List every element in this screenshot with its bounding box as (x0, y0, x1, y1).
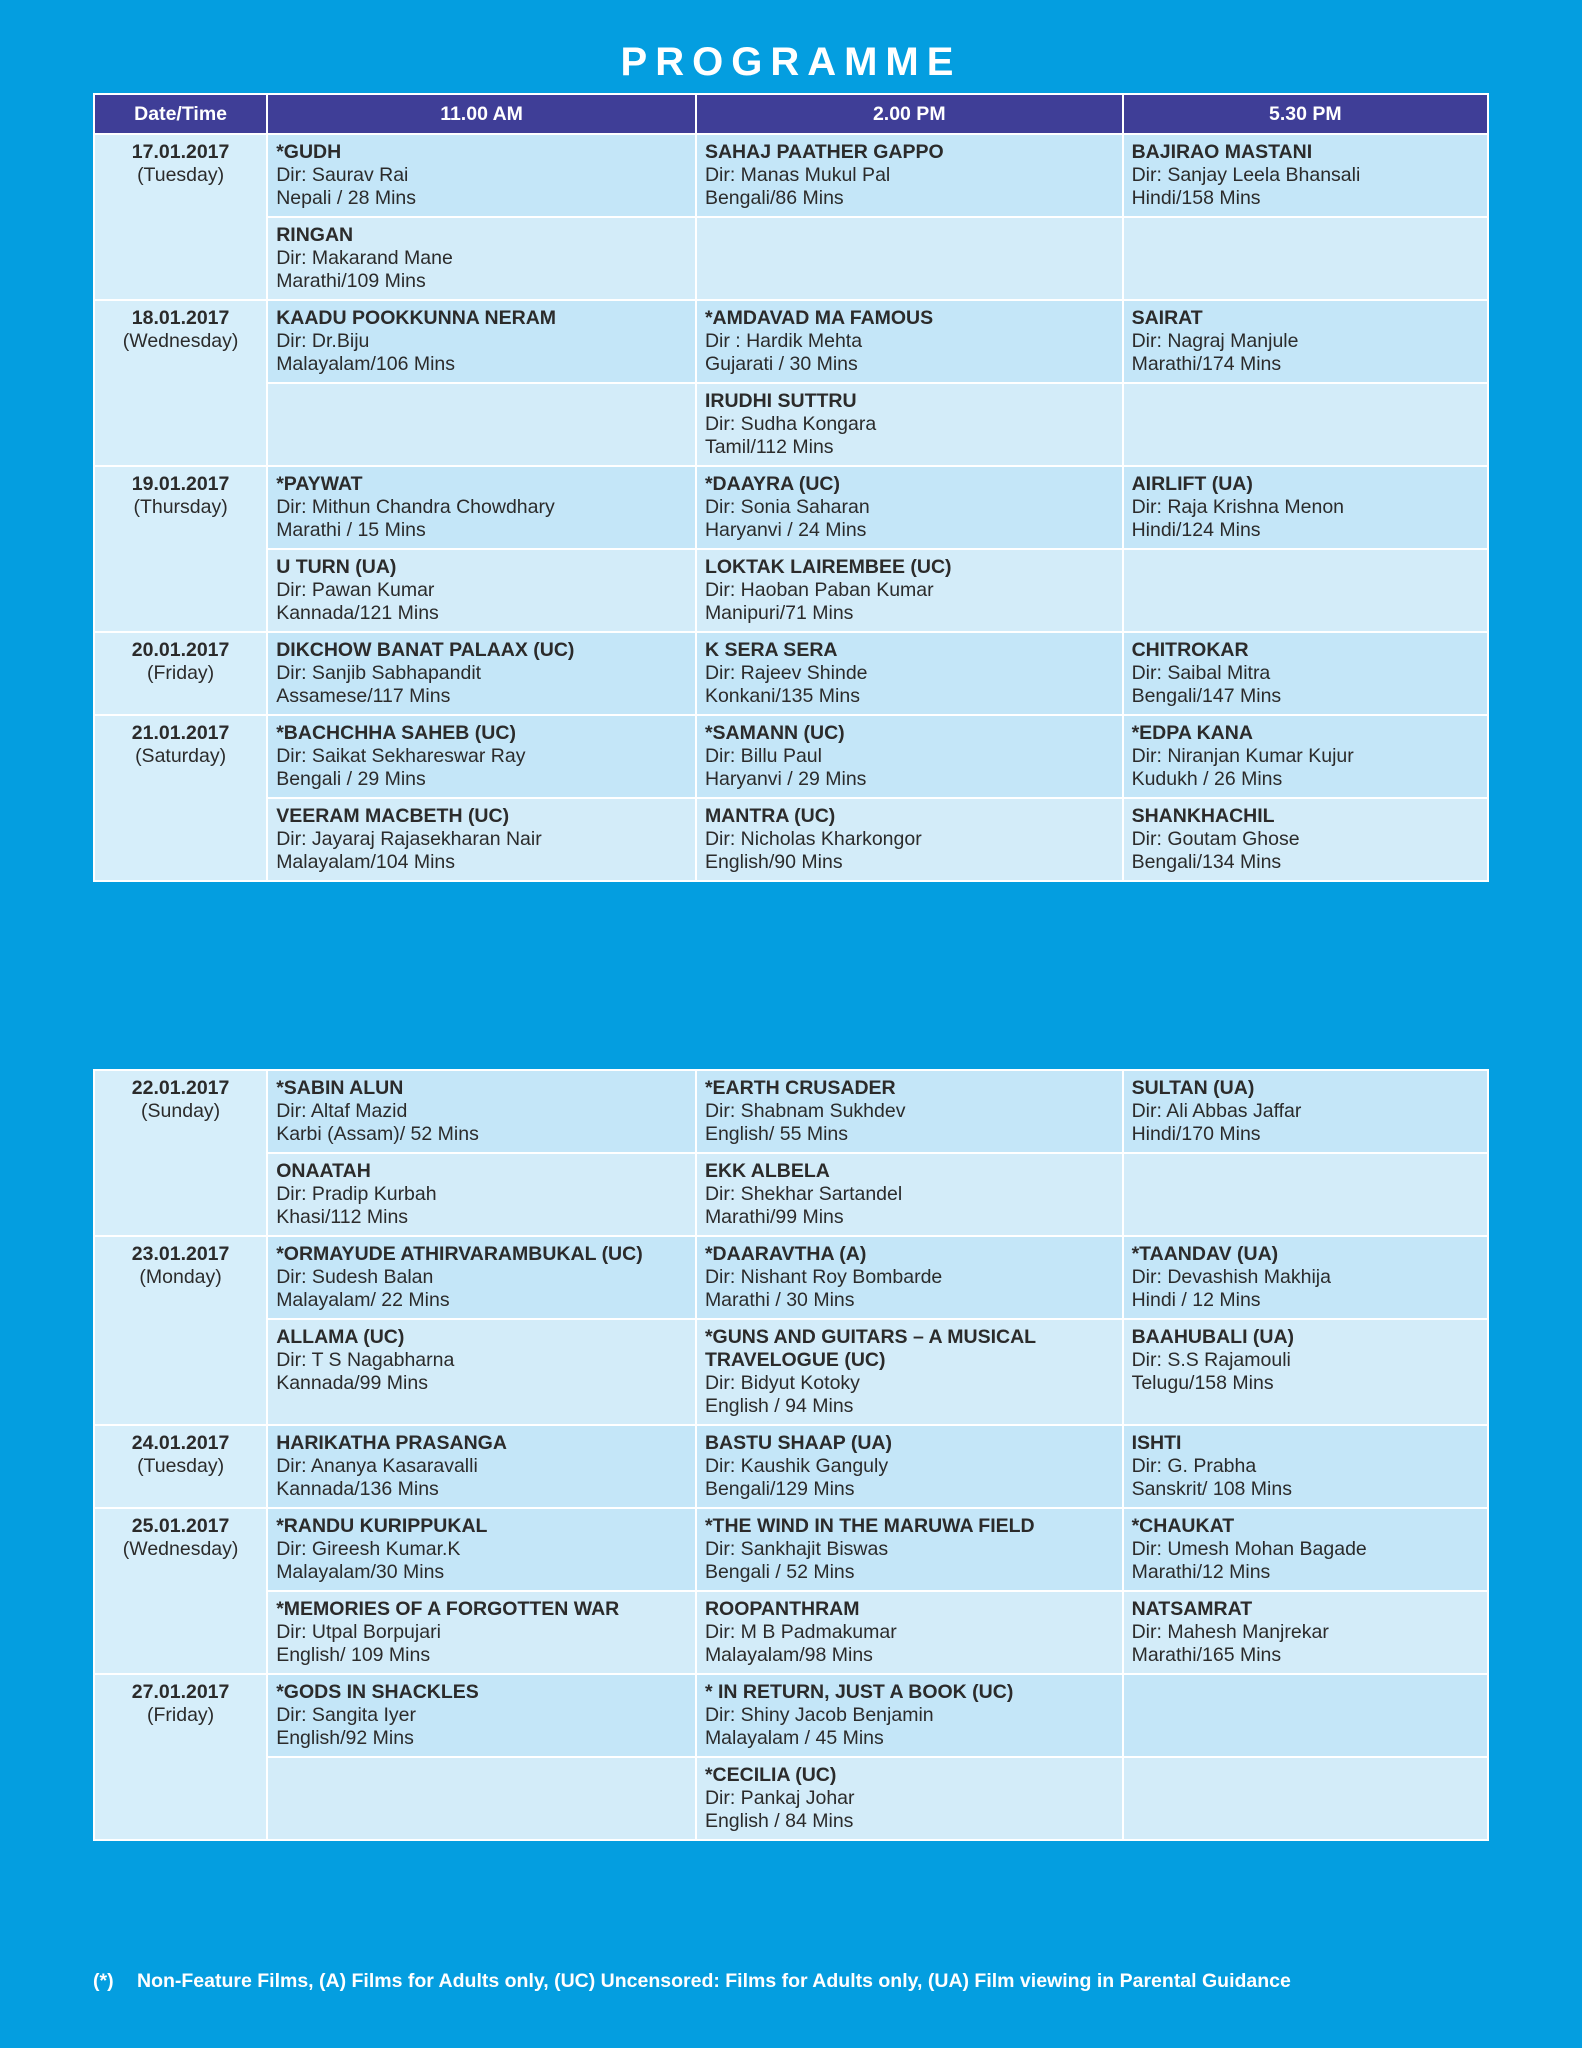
film-language-duration: Manipuri/71 Mins (704, 602, 854, 624)
header-slot-1730: 5.30 PM (1123, 94, 1488, 134)
date-text: 27.01.2017 (131, 1681, 230, 1703)
film-director: Dir: Niranjan Kumar Kujur (1131, 745, 1354, 767)
film-director: Dir: Shiny Jacob Benjamin (704, 1704, 934, 1726)
film-language-duration: Bengali/147 Mins (1131, 685, 1282, 707)
film-director: Dir: Kaushik Ganguly (704, 1455, 889, 1477)
date-text: 24.01.2017 (131, 1432, 230, 1454)
schedule-row (94, 1591, 1488, 1674)
film-director: Dir: Umesh Mohan Bagade (1131, 1538, 1367, 1560)
film-cell (267, 1153, 696, 1236)
film-director: Dir: Nicholas Kharkongor (704, 828, 922, 850)
film-cell (1123, 217, 1488, 300)
footnote-text: Non-Feature Films, (A) Films for Adults only, (UC) Uncensored: Films for Adults only, (UA) Film viewing in Parental Guidance (137, 1970, 1291, 1992)
film-language-duration: Malayalam/ 22 Mins (276, 1289, 450, 1311)
film-cell (696, 798, 1123, 881)
film-director: Dir: Jayaraj Rajasekharan Nair (276, 828, 542, 850)
film-language-duration: Kannada/136 Mins (276, 1478, 439, 1500)
film-director: Dir: Sudha Kongara (704, 413, 877, 435)
film-cell (1123, 632, 1488, 715)
film-cell (1123, 1674, 1488, 1757)
film-language-duration: English/92 Mins (276, 1727, 414, 1749)
film-cell (1123, 300, 1488, 383)
film-director: Dir: Sankhajit Biswas (704, 1538, 889, 1560)
film-cell (267, 1319, 696, 1425)
film-title: *TAANDAV (UA) (1131, 1243, 1279, 1265)
schedule-row (94, 715, 1488, 798)
film-cell (267, 466, 696, 549)
film-director: Dir: Haoban Paban Kumar (704, 579, 934, 601)
film-language-duration: Hindi/124 Mins (1131, 519, 1261, 541)
film-director: Dir: Ali Abbas Jaffar (1131, 1100, 1302, 1122)
film-language-duration: English/ 109 Mins (276, 1644, 431, 1666)
film-title: *DAAYRA (UC) (704, 473, 840, 495)
film-cell (1123, 1319, 1488, 1425)
header-slot-1100: 11.00 AM (267, 94, 696, 134)
schedule-row (94, 383, 1488, 466)
film-language-duration: Malayalam/104 Mins (276, 851, 456, 873)
film-cell (267, 1425, 696, 1508)
film-title: SHANKHACHIL (1131, 805, 1275, 827)
film-title: *BACHCHHA SAHEB (UC) (276, 722, 516, 744)
film-title: *RANDU KURIPPUKAL (276, 1515, 488, 1537)
header-slot-1400: 2.00 PM (696, 94, 1123, 134)
film-cell (1123, 1236, 1488, 1319)
film-cell (696, 1757, 1123, 1840)
film-title: LOKTAK LAIREMBEE (UC) (704, 556, 952, 578)
film-title: HARIKATHA PRASANGA (276, 1432, 507, 1454)
film-director: Dir: S.S Rajamouli (1131, 1349, 1291, 1371)
schedule-table-1 (93, 93, 1489, 882)
date-text: 17.01.2017 (131, 141, 230, 163)
date-text: 18.01.2017 (131, 307, 230, 329)
film-title: SULTAN (UA) (1131, 1077, 1255, 1099)
film-title: ONAATAH (276, 1160, 371, 1182)
weekday-text: (Thursday) (133, 496, 228, 518)
film-title: DIKCHOW BANAT PALAAX (UC) (276, 639, 575, 661)
film-cell (267, 798, 696, 881)
film-language-duration: Hindi/158 Mins (1131, 187, 1261, 209)
film-director: Dir: Goutam Ghose (1131, 828, 1300, 850)
film-title: *AMDAVAD MA FAMOUS (704, 307, 934, 329)
film-cell (1123, 798, 1488, 881)
footnote-mark: (*) (93, 1970, 114, 1992)
film-language-duration: Hindi / 12 Mins (1131, 1289, 1261, 1311)
film-director: Dir: Mithun Chandra Chowdhary (276, 496, 555, 518)
film-language-duration: Haryanvi / 24 Mins (704, 519, 867, 541)
film-cell (696, 1674, 1123, 1757)
film-director: Dir: Billu Paul (704, 745, 822, 767)
film-director: Dir: Nagraj Manjule (1131, 330, 1299, 352)
weekday-text: (Friday) (147, 1704, 215, 1726)
film-cell (267, 1070, 696, 1153)
date-cell (94, 466, 267, 632)
film-title: *EDPA KANA (1131, 722, 1253, 744)
film-language-duration: Marathi / 15 Mins (276, 519, 426, 541)
film-title: AIRLIFT (UA) (1131, 473, 1253, 495)
date-text: 25.01.2017 (131, 1515, 230, 1537)
film-cell (1123, 1425, 1488, 1508)
film-title: *SABIN ALUN (276, 1077, 404, 1099)
film-title: *SAMANN (UC) (704, 722, 845, 744)
film-language-duration: Bengali/134 Mins (1131, 851, 1282, 873)
film-language-duration: English / 84 Mins (704, 1810, 854, 1832)
film-language-duration: Assamese/117 Mins (276, 685, 451, 707)
film-language-duration: Marathi/109 Mins (276, 270, 426, 292)
film-cell (696, 632, 1123, 715)
film-cell (1123, 715, 1488, 798)
film-language-duration: English/ 55 Mins (704, 1123, 849, 1145)
film-title: ROOPANTHRAM (704, 1598, 860, 1620)
film-cell (1123, 1070, 1488, 1153)
footnote (93, 1970, 1291, 1993)
film-language-duration: Kannada/99 Mins (276, 1372, 428, 1394)
date-cell (94, 1070, 267, 1236)
film-cell (696, 1508, 1123, 1591)
schedule-row (94, 632, 1488, 715)
film-director: Dir: Raja Krishna Menon (1131, 496, 1345, 518)
date-cell (94, 715, 267, 881)
film-title: *EARTH CRUSADER (704, 1077, 896, 1099)
film-director: Dir: Sonia Saharan (704, 496, 870, 518)
film-title: SAHAJ PAATHER GAPPO (704, 141, 944, 163)
film-language-duration: Malayalam / 45 Mins (704, 1727, 884, 1749)
film-director: Dir: Devashish Makhija (1131, 1266, 1331, 1288)
film-director: Dir: Rajeev Shinde (704, 662, 868, 684)
schedule-row (94, 1153, 1488, 1236)
date-cell (94, 1236, 267, 1425)
schedule-row (94, 1674, 1488, 1757)
film-language-duration: Kannada/121 Mins (276, 602, 439, 624)
film-cell (696, 1591, 1123, 1674)
film-title: MANTRA (UC) (704, 805, 836, 827)
film-cell (267, 549, 696, 632)
film-director: Dir: Bidyut Kotoky (704, 1372, 860, 1394)
film-cell (696, 715, 1123, 798)
film-director: Dir: Saurav Rai (276, 164, 409, 186)
weekday-text: (Wednesday) (122, 1538, 239, 1560)
film-title: KAADU POOKKUNNA NERAM (276, 307, 557, 329)
film-director: Dir: Saibal Mitra (1131, 662, 1271, 684)
date-text: 21.01.2017 (131, 722, 230, 744)
film-language-duration: Marathi/174 Mins (1131, 353, 1282, 375)
weekday-text: (Monday) (139, 1266, 222, 1288)
schedule-row (94, 1425, 1488, 1508)
film-cell (1123, 383, 1488, 466)
film-language-duration: Bengali / 52 Mins (704, 1561, 855, 1583)
film-cell (696, 1425, 1123, 1508)
date-cell (94, 300, 267, 466)
date-text: 22.01.2017 (131, 1077, 230, 1099)
film-language-duration: Marathi / 30 Mins (704, 1289, 855, 1311)
film-cell (267, 715, 696, 798)
film-cell (267, 1674, 696, 1757)
film-director: Dir: Sanjay Leela Bhansali (1131, 164, 1361, 186)
film-cell (1123, 1757, 1488, 1840)
weekday-text: (Saturday) (135, 745, 227, 767)
header-row (94, 94, 1488, 134)
film-cell (696, 383, 1123, 466)
film-director: Dir: Pankaj Johar (704, 1787, 855, 1809)
film-title: *DAARAVTHA (A) (704, 1243, 867, 1265)
film-director: Dir: Manas Mukul Pal (704, 164, 891, 186)
film-title: U TURN (UA) (276, 556, 397, 578)
film-language-duration: Gujarati / 30 Mins (704, 353, 858, 375)
film-director: Dir: Makarand Mane (276, 247, 453, 269)
film-title: BASTU SHAAP (UA) (704, 1432, 892, 1454)
film-title: IRUDHI SUTTRU (704, 390, 857, 412)
film-language-duration: Khasi/112 Mins (276, 1206, 409, 1228)
schedule-body-1 (94, 134, 1488, 881)
schedule-row (94, 1070, 1488, 1153)
schedule-row (94, 300, 1488, 383)
film-director: Dir: Sangita Iyer (276, 1704, 416, 1726)
date-cell (94, 1674, 267, 1840)
film-title: VEERAM MACBETH (UC) (276, 805, 510, 827)
film-cell (267, 1591, 696, 1674)
schedule-row (94, 798, 1488, 881)
film-title: BAAHUBALI (UA) (1131, 1326, 1295, 1348)
film-director: Dir: M B Padmakumar (704, 1621, 897, 1643)
schedule-row (94, 466, 1488, 549)
film-director: Dir: Shabnam Sukhdev (704, 1100, 906, 1122)
film-language-duration: Bengali / 29 Mins (276, 768, 426, 790)
film-title: RINGAN (276, 224, 354, 246)
schedule-row (94, 217, 1488, 300)
film-language-duration: Malayalam/106 Mins (276, 353, 456, 375)
film-title: EKK ALBELA (704, 1160, 830, 1182)
film-language-duration: Bengali/129 Mins (704, 1478, 855, 1500)
date-cell (94, 134, 267, 300)
film-language-duration: Tamil/112 Mins (704, 436, 834, 458)
film-director: Dir: Sudesh Balan (276, 1266, 434, 1288)
film-director: Dir: Saikat Sekhareswar Ray (276, 745, 526, 767)
film-language-duration: English / 94 Mins (704, 1395, 854, 1417)
film-language-duration: Karbi (Assam)/ 52 Mins (276, 1123, 479, 1145)
film-cell (696, 1153, 1123, 1236)
film-director: Dir: Nishant Roy Bombarde (704, 1266, 943, 1288)
film-cell (1123, 1591, 1488, 1674)
film-cell (696, 1236, 1123, 1319)
film-title: *GODS IN SHACKLES (276, 1681, 479, 1703)
film-cell (696, 1070, 1123, 1153)
film-cell (267, 134, 696, 217)
film-language-duration: Hindi/170 Mins (1131, 1123, 1261, 1145)
film-cell (267, 300, 696, 383)
weekday-text: (Wednesday) (122, 330, 239, 352)
date-cell (94, 1425, 267, 1508)
film-title: ISHTI (1131, 1432, 1182, 1454)
film-director: Dir: Pradip Kurbah (276, 1183, 437, 1205)
film-language-duration: Marathi/99 Mins (704, 1206, 844, 1228)
film-title: *ORMAYUDE ATHIRVARAMBUKAL (UC) (276, 1243, 643, 1265)
film-director: Dir: G. Prabha (1131, 1455, 1257, 1477)
film-cell (696, 1319, 1123, 1425)
film-cell (1123, 1153, 1488, 1236)
date-text: 19.01.2017 (131, 473, 230, 495)
date-text: 20.01.2017 (131, 639, 230, 661)
film-title: *GUDH (276, 141, 342, 163)
page-title: PROGRAMME (620, 40, 962, 84)
film-language-duration: Malayalam/30 Mins (276, 1561, 445, 1583)
film-title: *THE WIND IN THE MARUWA FIELD (704, 1515, 1035, 1537)
weekday-text: (Sunday) (141, 1100, 221, 1122)
film-title: ALLAMA (UC) (276, 1326, 405, 1348)
film-language-duration: Konkani/135 Mins (704, 685, 860, 707)
film-director: Dir: T S Nagabharna (276, 1349, 455, 1371)
date-text: 23.01.2017 (131, 1243, 230, 1265)
film-cell (1123, 134, 1488, 217)
film-cell (696, 217, 1123, 300)
schedule-row (94, 134, 1488, 217)
film-title: *MEMORIES OF A FORGOTTEN WAR (276, 1598, 620, 1620)
film-director: Dir: Dr.Biju (276, 330, 370, 352)
film-director: Dir: Gireesh Kumar.K (276, 1538, 461, 1560)
film-cell (267, 217, 696, 300)
schedule-row (94, 1319, 1488, 1425)
film-language-duration: Telugu/158 Mins (1131, 1372, 1274, 1394)
film-director: Dir: Mahesh Manjrekar (1131, 1621, 1329, 1643)
schedule-row (94, 1236, 1488, 1319)
weekday-text: (Tuesday) (137, 1455, 225, 1477)
film-language-duration: Bengali/86 Mins (704, 187, 844, 209)
film-title: *CECILIA (UC) (704, 1764, 837, 1786)
film-title: BAJIRAO MASTANI (1131, 141, 1313, 163)
film-cell (696, 300, 1123, 383)
film-title: *PAYWAT (276, 473, 363, 495)
film-title: SAIRAT (1131, 307, 1203, 329)
film-title: NATSAMRAT (1131, 1598, 1253, 1620)
film-title: *GUNS AND GUITARS – A MUSICAL TRAVELOGUE (UC) (704, 1326, 1036, 1371)
film-director: Dir: Utpal Borpujari (276, 1621, 441, 1643)
film-director: Dir: Pawan Kumar (276, 579, 435, 601)
film-cell (1123, 466, 1488, 549)
schedule-body-2 (94, 1070, 1488, 1840)
film-language-duration: Malayalam/98 Mins (704, 1644, 873, 1666)
film-language-duration: Marathi/12 Mins (1131, 1561, 1271, 1583)
schedule-row (94, 1757, 1488, 1840)
film-director: Dir : Hardik Mehta (704, 330, 863, 352)
film-director: Dir: Sanjib Sabhapandit (276, 662, 482, 684)
film-cell (267, 1236, 696, 1319)
film-director: Dir: Shekhar Sartandel (704, 1183, 903, 1205)
film-language-duration: Sanskrit/ 108 Mins (1131, 1478, 1292, 1500)
film-cell (1123, 549, 1488, 632)
film-title: K SERA SERA (704, 639, 838, 661)
film-language-duration: English/90 Mins (704, 851, 843, 873)
film-language-duration: Marathi/165 Mins (1131, 1644, 1282, 1666)
film-language-duration: Kudukh / 26 Mins (1131, 768, 1283, 790)
schedule-row (94, 549, 1488, 632)
film-director: Dir: Altaf Mazid (276, 1100, 408, 1122)
film-cell (696, 549, 1123, 632)
film-director: Dir: Ananya Kasaravalli (276, 1455, 478, 1477)
film-cell (267, 383, 696, 466)
weekday-text: (Friday) (147, 662, 215, 684)
film-cell (1123, 1508, 1488, 1591)
date-cell (94, 1508, 267, 1674)
film-cell (696, 134, 1123, 217)
date-cell (94, 632, 267, 715)
film-title: CHITROKAR (1131, 639, 1249, 661)
film-title: * IN RETURN, JUST A BOOK (UC) (704, 1681, 1014, 1703)
film-cell (696, 466, 1123, 549)
film-language-duration: Nepali / 28 Mins (276, 187, 417, 209)
film-cell (267, 1508, 696, 1591)
film-language-duration: Haryanvi / 29 Mins (704, 768, 867, 790)
schedule-table-2 (93, 1069, 1489, 1841)
film-cell (267, 1757, 696, 1840)
header-datetime: Date/Time (94, 94, 267, 134)
film-cell (267, 632, 696, 715)
film-title: *CHAUKAT (1131, 1515, 1235, 1537)
schedule-row (94, 1508, 1488, 1591)
weekday-text: (Tuesday) (137, 164, 225, 186)
